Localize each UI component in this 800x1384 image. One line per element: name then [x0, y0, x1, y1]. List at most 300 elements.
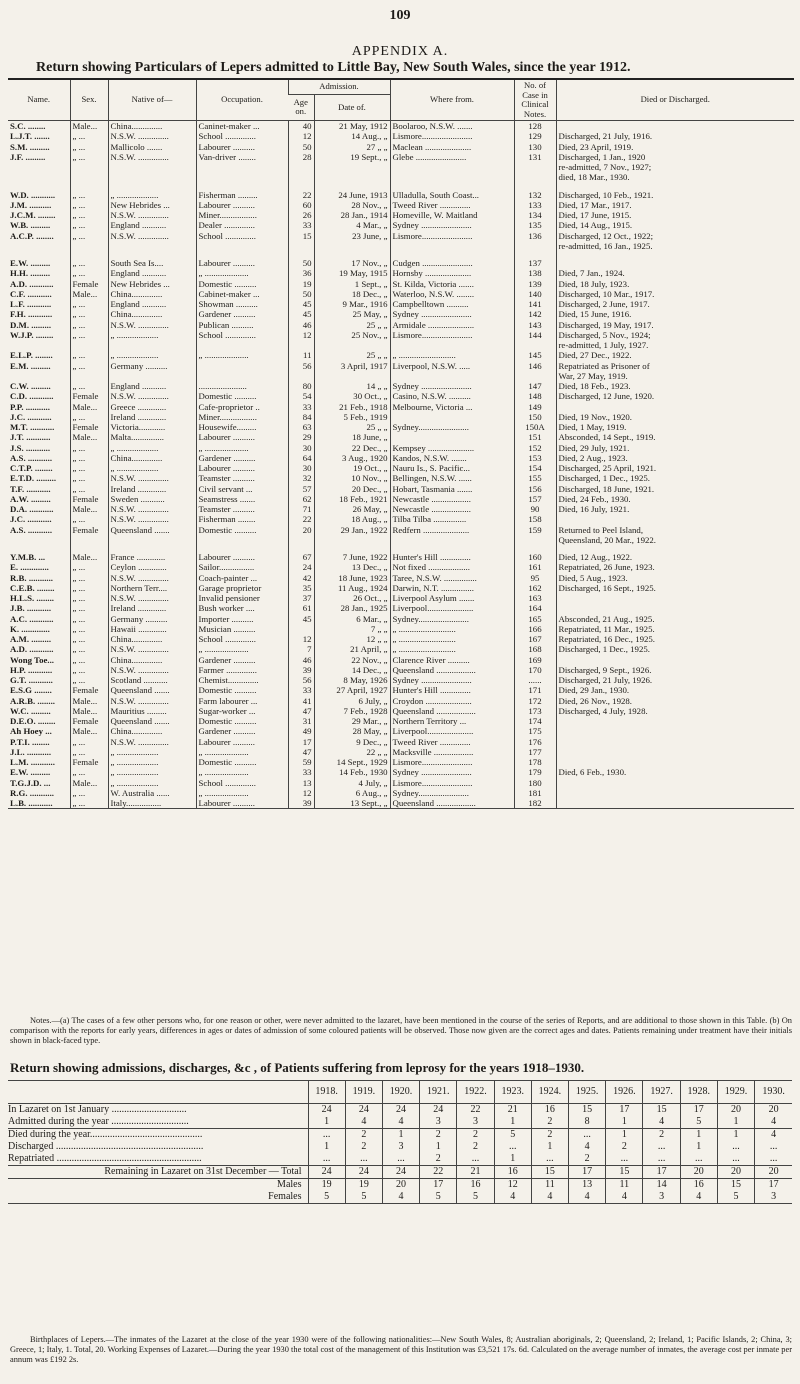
summary-value: 1: [494, 1153, 531, 1166]
summary-row: [8, 1191, 792, 1204]
cell-died-or-discharged: [556, 757, 794, 767]
cell-age: 24: [288, 562, 314, 572]
cell-name: E.T.D. .........: [10, 473, 57, 484]
cell-where-from: Hornsby .....................: [390, 268, 514, 278]
table-title: Return showing Particulars of Lepers admitted to Little Bay, New South Wales, since the year 1912.: [36, 60, 631, 75]
cell-age: 13: [288, 778, 314, 788]
cell-died-or-discharged: Discharged, 12 June, 1920.: [556, 391, 794, 401]
cell-date: 12 „ „: [314, 634, 390, 644]
summary-value: 1: [382, 1129, 419, 1142]
cell-died-or-discharged: Died, 23 April, 1919.: [556, 142, 794, 152]
cell-case-number: 139: [514, 279, 556, 289]
cell-where-from: Sydney.......................: [390, 422, 514, 432]
cell-where-from: Liverpool Asylum .......: [390, 593, 514, 603]
cell-date: 22 Nov., „: [314, 655, 390, 665]
cell-died-or-discharged: Died, 26 Nov., 1928.: [556, 696, 794, 706]
summary-value: 5: [717, 1191, 754, 1204]
cell-died-or-discharged: Discharged, 12 Oct., 1922;: [556, 231, 794, 241]
cell-age: 60: [288, 200, 314, 210]
summary-value: 2: [420, 1129, 457, 1142]
cell-case-number: 140: [514, 289, 556, 299]
cell-date: 6 July, „: [314, 696, 390, 706]
cell-sex: „ ...: [70, 514, 108, 524]
cell-sex: Female: [70, 716, 108, 726]
cell-date: 18 Dec., „: [314, 289, 390, 299]
summary-value: 21: [457, 1166, 494, 1179]
table-row: [8, 309, 794, 319]
cell-native-of: New Hebrides ...: [108, 200, 196, 210]
cell-date: 9 Dec., „: [314, 737, 390, 747]
cell-date: 14 Aug., „: [314, 131, 390, 141]
summary-row-label: Males: [8, 1179, 308, 1192]
summary-value: 2: [606, 1141, 643, 1153]
summary-row: [8, 1129, 792, 1142]
cell-where-from: Queensland ..................: [390, 665, 514, 675]
cell-date: 24 June, 1913: [314, 183, 390, 200]
cell-sex: „ ...: [70, 152, 108, 162]
summary-value: 19: [345, 1179, 382, 1192]
table-row: [8, 788, 794, 798]
table-row: [8, 330, 794, 340]
cell-where-from: Tweed River ..............: [390, 737, 514, 747]
cell-native-of: N.S.W. ..............: [108, 131, 196, 141]
cell-occupation: Musician ..........: [196, 624, 288, 634]
cell-case-number: [514, 172, 556, 182]
cell-date: 7 „ „: [314, 624, 390, 634]
cell-sex: Male...: [70, 504, 108, 514]
summary-value: 3: [457, 1116, 494, 1129]
cell-occupation: Sailor................: [196, 562, 288, 572]
table-row: [8, 535, 794, 545]
summary-value: 1: [680, 1141, 717, 1153]
cell-name: F.H. ...........: [10, 309, 53, 320]
cell-case-number: 142: [514, 309, 556, 319]
cell-name: E.W. .........: [10, 767, 51, 778]
cell-native-of: [108, 535, 196, 545]
cell-native-of: Germany ..........: [108, 614, 196, 624]
cell-name: A.M. .........: [10, 634, 52, 644]
summary-value: 1: [680, 1129, 717, 1142]
cell-where-from: Cudgen .......................: [390, 251, 514, 268]
cell-age: 62: [288, 494, 314, 504]
cell-native-of: „ ...................: [108, 778, 196, 788]
cell-sex: „ ...: [70, 562, 108, 572]
cell-where-from: „ ..........................: [390, 644, 514, 654]
cell-sex: „ ...: [70, 634, 108, 644]
year-header: 1929.: [717, 1081, 754, 1104]
cell-died-or-discharged: Died, 24 Feb., 1930.: [556, 494, 794, 504]
cell-case-number: 143: [514, 320, 556, 330]
table-row: [8, 484, 794, 494]
cell-date: 14 Dec., „: [314, 665, 390, 675]
cell-date: [314, 172, 390, 182]
cell-age: 15: [288, 231, 314, 241]
cell-sex: Female: [70, 757, 108, 767]
summary-value: 1: [420, 1141, 457, 1153]
cell-sex: Male...: [70, 726, 108, 736]
cell-case-number: 179: [514, 767, 556, 777]
header-date: Date of.: [314, 94, 390, 120]
cell-sex: Female: [70, 685, 108, 695]
cell-native-of: N.S.W. ..............: [108, 152, 196, 162]
cell-date: 28 Jan., 1914: [314, 210, 390, 220]
cell-date: 9 Mar., 1916: [314, 299, 390, 309]
summary-row-label: In Lazaret on 1st January ..............................: [8, 1104, 308, 1117]
cell-case-number: 176: [514, 737, 556, 747]
cell-date: 18 June, „: [314, 432, 390, 442]
cell-where-from: Sydney.......................: [390, 614, 514, 624]
year-header: 1930.: [755, 1081, 792, 1104]
cell-date: 28 Jan., 1925: [314, 603, 390, 613]
cell-occupation: Gardener ..........: [196, 655, 288, 665]
cell-occupation: School ..............: [196, 778, 288, 788]
cell-age: 37: [288, 593, 314, 603]
cell-died-or-discharged: re-admitted, 7 Nov., 1927;: [556, 162, 794, 172]
cell-age: 47: [288, 706, 314, 716]
cell-native-of: [108, 340, 196, 350]
cell-date: 6 Mar., „: [314, 614, 390, 624]
cell-case-number: 167: [514, 634, 556, 644]
summary-value: 20: [717, 1104, 754, 1117]
summary-value: 2: [531, 1129, 568, 1142]
cell-age: 46: [288, 655, 314, 665]
table-row: [8, 655, 794, 665]
table-row: [8, 562, 794, 572]
cell-date: 18 Feb., 1921: [314, 494, 390, 504]
cell-native-of: Hawaii .............: [108, 624, 196, 634]
cell-native-of: N.S.W. ..............: [108, 210, 196, 220]
cell-sex: „ ...: [70, 484, 108, 494]
cell-died-or-discharged: Died, 2 Aug., 1923.: [556, 453, 794, 463]
cell-age: 47: [288, 747, 314, 757]
cell-where-from: Sydney .......................: [390, 220, 514, 230]
cell-name: L.F. ...........: [10, 299, 52, 309]
summary-value: ...: [755, 1153, 792, 1166]
cell-died-or-discharged: [556, 121, 794, 132]
summary-value: 14: [643, 1179, 680, 1192]
table-row: [8, 583, 794, 593]
cell-native-of: England ...........: [108, 220, 196, 230]
cell-case-number: 164: [514, 603, 556, 613]
cell-occupation: Domestic ..........: [196, 525, 288, 535]
cell-case-number: 151: [514, 432, 556, 442]
cell-where-from: Lismore.......................: [390, 231, 514, 241]
cell-where-from: „ ..........................: [390, 350, 514, 360]
year-header: 1925.: [569, 1081, 606, 1104]
cell-occupation: [196, 361, 288, 371]
cell-case-number: 95: [514, 573, 556, 583]
cell-sex: [70, 535, 108, 545]
header-where-from: Where from.: [390, 79, 514, 121]
cell-occupation: [196, 340, 288, 350]
cell-sex: Male...: [70, 778, 108, 788]
cell-where-from: Northern Territory ...: [390, 716, 514, 726]
cell-case-number: 147: [514, 381, 556, 391]
table-row: [8, 432, 794, 442]
summary-value: 4: [680, 1191, 717, 1204]
cell-sex: Female: [70, 494, 108, 504]
summary-value: 4: [755, 1116, 792, 1129]
year-header: 1928.: [680, 1081, 717, 1104]
cell-case-number: 174: [514, 716, 556, 726]
cell-occupation: Seamstress .......: [196, 494, 288, 504]
cell-native-of: South Sea Is....: [108, 251, 196, 268]
summary-row-label: Died during the year.............................................: [8, 1129, 308, 1142]
cell-died-or-discharged: died, 18 Mar., 1930.: [556, 172, 794, 182]
cell-name: P.P. ...........: [10, 401, 50, 412]
cell-date: [314, 162, 390, 172]
cell-native-of: [108, 241, 196, 251]
summary-row-label: Repatriated ..........................................................: [8, 1153, 202, 1164]
cell-died-or-discharged: [556, 737, 794, 747]
summary-value: 2: [457, 1141, 494, 1153]
cell-age: 59: [288, 757, 314, 767]
cell-where-from: Liverpool.....................: [390, 726, 514, 736]
cell-native-of: „ ...................: [108, 350, 196, 360]
summary-value: 2: [457, 1129, 494, 1142]
table-row: [8, 152, 794, 162]
cell-native-of: Scotland ...........: [108, 675, 196, 685]
cell-case-number: 138: [514, 268, 556, 278]
cell-occupation: Labourer ..........: [196, 200, 288, 210]
cell-sex: „ ...: [70, 210, 108, 220]
table-row: [8, 716, 794, 726]
cell-date: 3 April, 1917: [314, 361, 390, 371]
cell-age: 45: [288, 299, 314, 309]
cell-age: 57: [288, 484, 314, 494]
cell-date: 27 „ „: [314, 142, 390, 152]
cell-sex: „ ...: [70, 309, 108, 319]
summary-header-row: [8, 1081, 792, 1104]
cell-sex: Male...: [70, 706, 108, 716]
cell-name: Wong Toe...: [10, 654, 55, 665]
cell-case-number: 162: [514, 583, 556, 593]
cell-died-or-discharged: Died, 17 June, 1915.: [556, 210, 794, 220]
cell-case-number: [514, 241, 556, 251]
table-row: [8, 665, 794, 675]
table-row: [8, 210, 794, 220]
cell-age: 33: [288, 685, 314, 695]
cell-occupation: [196, 172, 288, 182]
cell-sex: „ ...: [70, 624, 108, 634]
cell-died-or-discharged: Discharged, 19 May, 1917.: [556, 320, 794, 330]
cell-native-of: N.S.W. ..............: [108, 573, 196, 583]
table-row: [8, 443, 794, 453]
cell-case-number: 145: [514, 350, 556, 360]
table-row: [8, 251, 794, 268]
summary-table: [8, 1080, 792, 1204]
summary-row-label: Admitted during the year ...............................: [8, 1116, 189, 1127]
cell-died-or-discharged: [556, 603, 794, 613]
cell-occupation: Coach-painter ...: [196, 573, 288, 583]
table-row: [8, 726, 794, 736]
cell-case-number: 159: [514, 525, 556, 535]
cell-where-from: Liverpool, N.S.W. .....: [390, 361, 514, 371]
cell-died-or-discharged: Discharged, 2 June, 1917.: [556, 299, 794, 309]
cell-case-number: [514, 371, 556, 381]
summary-value: 11: [606, 1179, 643, 1192]
cell-name: [8, 340, 70, 350]
summary-row-label: Females: [8, 1191, 308, 1204]
cell-case-number: 160: [514, 545, 556, 562]
cell-native-of: Queensland .......: [108, 716, 196, 726]
summary-value: 3: [382, 1141, 419, 1153]
table-row: [8, 289, 794, 299]
cell-sex: „ ...: [70, 614, 108, 624]
year-header: 1926.: [606, 1081, 643, 1104]
cell-where-from: Waterloo, N.S.W. ........: [390, 289, 514, 299]
cell-age: 30: [288, 463, 314, 473]
summary-value: 12: [494, 1179, 531, 1192]
cell-date: 14 Sept., 1929: [314, 757, 390, 767]
cell-where-from: Ulladulla, South Coast...: [390, 183, 514, 200]
cell-occupation: Teamster ..........: [196, 473, 288, 483]
cell-where-from: [390, 162, 514, 172]
cell-where-from: Armidale .....................: [390, 320, 514, 330]
summary-value: ...: [755, 1141, 792, 1153]
cell-name: R.B. ...........: [10, 572, 54, 583]
cell-date: [314, 241, 390, 251]
table-row: [8, 696, 794, 706]
cell-died-or-discharged: Discharged, 16 Sept., 1925.: [556, 583, 794, 593]
cell-native-of: „ ...................: [108, 443, 196, 453]
cell-name: A.C. ...........: [10, 613, 54, 624]
cell-died-or-discharged: Died, 12 Aug., 1922.: [556, 545, 794, 562]
cell-sex: „ ...: [70, 453, 108, 463]
cell-occupation: Gardener ..........: [196, 309, 288, 319]
summary-value: 1: [308, 1116, 345, 1129]
cell-date: 29 Mar., „: [314, 716, 390, 726]
cell-age: 33: [288, 767, 314, 777]
cell-sex: Male...: [70, 121, 108, 132]
summary-value: ...: [643, 1141, 680, 1153]
cell-where-from: Sydney .......................: [390, 381, 514, 391]
summary-value: 22: [457, 1104, 494, 1117]
cell-name: [8, 241, 70, 251]
cell-occupation: Labourer ..........: [196, 737, 288, 747]
summary-value: 4: [382, 1191, 419, 1204]
cell-occupation: Importer ..........: [196, 614, 288, 624]
table-row: [8, 350, 794, 360]
cell-name: J.S. ...........: [10, 442, 51, 453]
summary-row: [8, 1104, 792, 1117]
cell-where-from: Tilba Tilba ...............: [390, 514, 514, 524]
cell-age: 31: [288, 716, 314, 726]
cell-case-number: 146: [514, 361, 556, 371]
cell-native-of: W. Australia ......: [108, 788, 196, 798]
cell-date: 21 May, 1912: [314, 121, 390, 132]
cell-name: C.T.P. ........: [10, 463, 53, 473]
cell-native-of: N.S.W. ..............: [108, 320, 196, 330]
cell-occupation: Labourer ..........: [196, 463, 288, 473]
cell-age: 54: [288, 391, 314, 401]
cell-case-number: 166: [514, 624, 556, 634]
cell-age: 32: [288, 473, 314, 483]
header-occupation: Occupation.: [196, 79, 288, 121]
summary-value: ...: [606, 1153, 643, 1166]
cell-date: [314, 371, 390, 381]
cell-name: D.A. ...........: [10, 504, 54, 514]
cell-sex: „ ...: [70, 320, 108, 330]
cell-case-number: 172: [514, 696, 556, 706]
cell-native-of: China..............: [108, 309, 196, 319]
cell-date: 22 Dec., „: [314, 443, 390, 453]
cell-date: 7 June, 1922: [314, 545, 390, 562]
cell-date: 4 July, „: [314, 778, 390, 788]
summary-value: 4: [569, 1191, 606, 1204]
table-row: [8, 634, 794, 644]
cell-occupation: Labourer ..........: [196, 798, 288, 809]
cell-date: 14 „ „: [314, 381, 390, 391]
cell-sex: Female: [70, 422, 108, 432]
cell-name: L.J.T. .......: [10, 131, 50, 142]
cell-date: 18 Aug., „: [314, 514, 390, 524]
cell-where-from: Newcastle ..................: [390, 504, 514, 514]
cell-age: 12: [288, 634, 314, 644]
cell-died-or-discharged: Discharged, 21 July, 1926.: [556, 675, 794, 685]
cell-where-from: Melbourne, Victoria ...: [390, 402, 514, 412]
summary-value: 15: [717, 1179, 754, 1192]
cell-died-or-discharged: [556, 726, 794, 736]
cell-date: 21 April, „: [314, 644, 390, 654]
cell-where-from: [390, 535, 514, 545]
summary-value: 20: [680, 1166, 717, 1179]
cell-where-from: Taree, N.S.W. ...............: [390, 573, 514, 583]
cell-occupation: Labourer ..........: [196, 545, 288, 562]
summary-value: 21: [494, 1104, 531, 1117]
cell-died-or-discharged: Died, 27 Dec., 1922.: [556, 350, 794, 360]
table-row: [8, 453, 794, 463]
cell-case-number: 165: [514, 614, 556, 624]
cell-native-of: N.S.W. ..............: [108, 231, 196, 241]
summary-value: 20: [755, 1166, 792, 1179]
cell-died-or-discharged: Died, 18 July, 1923.: [556, 279, 794, 289]
cell-date: 13 Sept., „: [314, 798, 390, 809]
cell-name: J.T. ...........: [10, 432, 51, 443]
cell-age: [288, 371, 314, 381]
summary-row-label: Discharged ...........................................................: [8, 1141, 204, 1152]
cell-occupation: Miner.................: [196, 210, 288, 220]
table-row: [8, 644, 794, 654]
summary-value: 20: [755, 1104, 792, 1117]
cell-died-or-discharged: [556, 788, 794, 798]
cell-occupation: „ ....................: [196, 268, 288, 278]
cell-sex: [70, 340, 108, 350]
cell-date: 30 Oct., „: [314, 391, 390, 401]
summary-value: ...: [494, 1141, 531, 1153]
cell-died-or-discharged: Died, 6 Feb., 1930.: [556, 767, 794, 777]
cell-native-of: N.S.W. ..............: [108, 665, 196, 675]
cell-died-or-discharged: Queensland, 20 Mar., 1922.: [556, 535, 794, 545]
cell-name: A.D. ...........: [10, 278, 54, 289]
cell-died-or-discharged: Discharged, 5 Nov., 1924;: [556, 330, 794, 340]
summary-value: ...: [569, 1129, 606, 1142]
table-row: [8, 525, 794, 535]
cell-where-from: Not fixed ...................: [390, 562, 514, 572]
year-header: 1921.: [420, 1081, 457, 1104]
cell-case-number: 181: [514, 788, 556, 798]
cell-age: 22: [288, 183, 314, 200]
cell-sex: Male...: [70, 402, 108, 412]
cell-case-number: 153: [514, 453, 556, 463]
cell-case-number: 175: [514, 726, 556, 736]
cell-occupation: Gardener ..........: [196, 453, 288, 463]
summary-value: 4: [494, 1191, 531, 1204]
cell-where-from: Hobart, Tasmania .......: [390, 484, 514, 494]
cell-native-of: N.S.W. ..............: [108, 391, 196, 401]
cell-where-from: „ ..........................: [390, 634, 514, 644]
cell-sex: „ ...: [70, 788, 108, 798]
